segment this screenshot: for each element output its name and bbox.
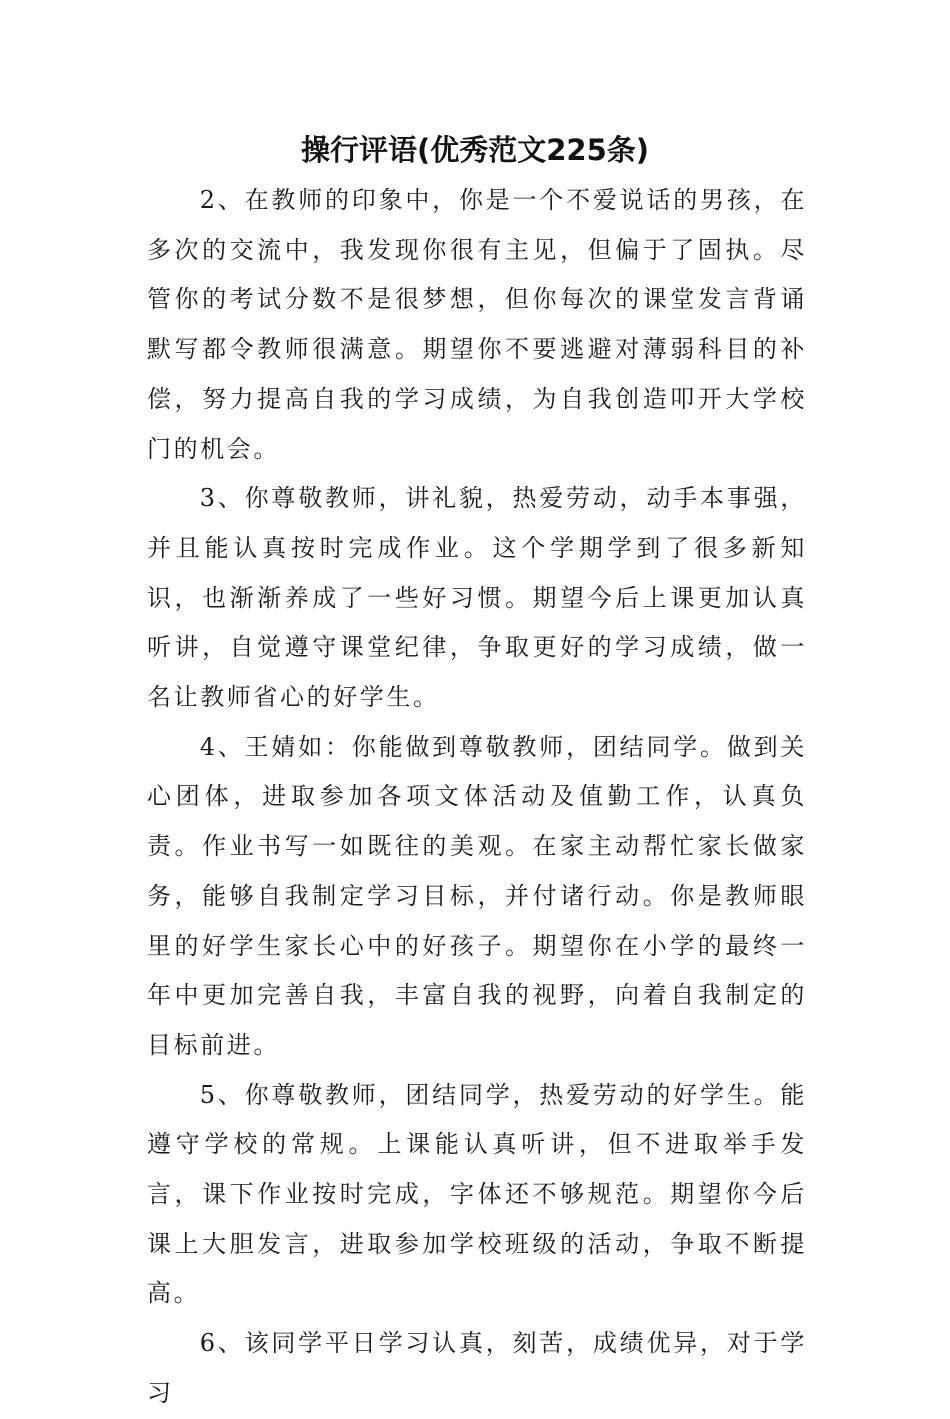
document-body [147,176,807,1419]
paragraph-6: 6、该同学平日学习认真，刻苦，成绩优异，对于学习 [147,1329,807,1407]
paragraph-2: 2、在教师的印象中，你是一个不爱说话的男孩，在多次的交流中，我发现你很有主见，但偏于了固执。尽管你的考试分数不是很梦想，但你每次的课堂发言背诵默写都令教师很满意。期望你不要逃避对薄弱科目的补偿，努力提高自我的学习成绩，为自我创造叩开大学校门的机会。 [147,186,807,463]
paragraph-4: 4、王婧如：你能做到尊敬教师，团结同学。做到关心团体，进取参加各项文体活动及值勤工作，认真负责。作业书写一如既往的美观。在家主动帮忙家长做家务，能够自我制定学习目标，并付诸行动。你是教师眼里的好学生家长心中的好孩子。期望你在小学的最终一年中更加完善自我，丰富自我的视野，向着自我制定的目标前进。 [147,732,807,1059]
paragraph-3: 3、你尊敬教师，讲礼貌，热爱劳动，动手本事强，并且能认真按时完成作业。这个学期学到了很多新知识，也渐渐养成了一些好习惯。期望今后上课更加认真听讲，自觉遵守课堂纪律，争取更好的学习成绩，做一名让教师省心的好学生。 [147,484,807,712]
document-title: 操行评语(优秀范文225条) [300,133,650,167]
paragraph-5: 5、你尊敬教师，团结同学，热爱劳动的好学生。能遵守学校的常规。上课能认真听讲，但不进取举手发言，课下作业按时完成，字体还不够规范。期望你今后课上大胆发言，进取参加学校班级的活动，争取不断提高。 [147,1080,807,1308]
